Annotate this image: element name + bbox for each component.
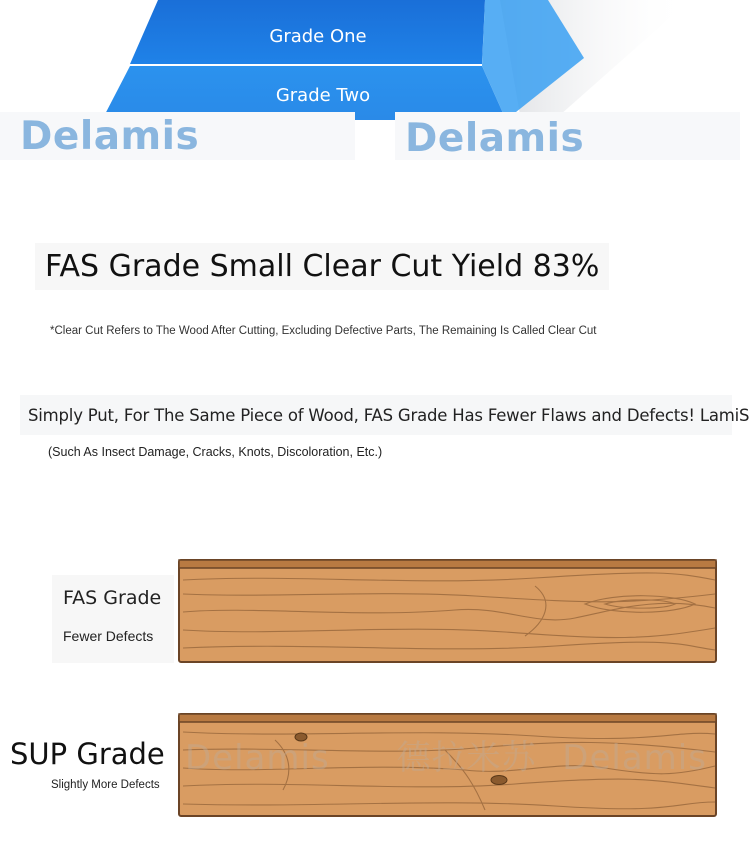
sup-grade-subtitle: Slightly More Defects (51, 779, 160, 791)
sup-watermark-brand-2: Delamis (562, 738, 707, 778)
grade-pyramid (0, 0, 750, 130)
sup-watermark-chinese: 德拉米苏 (396, 738, 537, 778)
watermark-brand-right: Delamis (405, 116, 585, 161)
fas-wood-plank (175, 556, 720, 666)
sup-watermark-brand: Delamis (185, 738, 330, 778)
sup-grade-title: SUP Grade (10, 737, 165, 771)
pyramid-label-grade-two: Grade Two (275, 85, 371, 106)
fas-grade-title: FAS Grade (63, 587, 162, 609)
clear-cut-footnote: *Clear Cut Refers to The Wood After Cutting, Excluding Defective Parts, The Remaining Is Called Clear Cut (50, 325, 597, 337)
fas-grade-subtitle: Fewer Defects (63, 628, 154, 644)
page-headline: FAS Grade Small Clear Cut Yield 83% (35, 243, 609, 290)
watermark-brand-left: Delamis (20, 114, 200, 159)
summary-text: Simply Put, For The Same Piece of Wood, FAS Grade Has Fewer Flaws and Defects! LamiS (28, 406, 750, 425)
pyramid-label-grade-one: Grade One (269, 26, 367, 47)
summary-detail: (Such As Insect Damage, Cracks, Knots, Discoloration, Etc.) (48, 445, 383, 459)
sup-watermark (185, 730, 707, 779)
